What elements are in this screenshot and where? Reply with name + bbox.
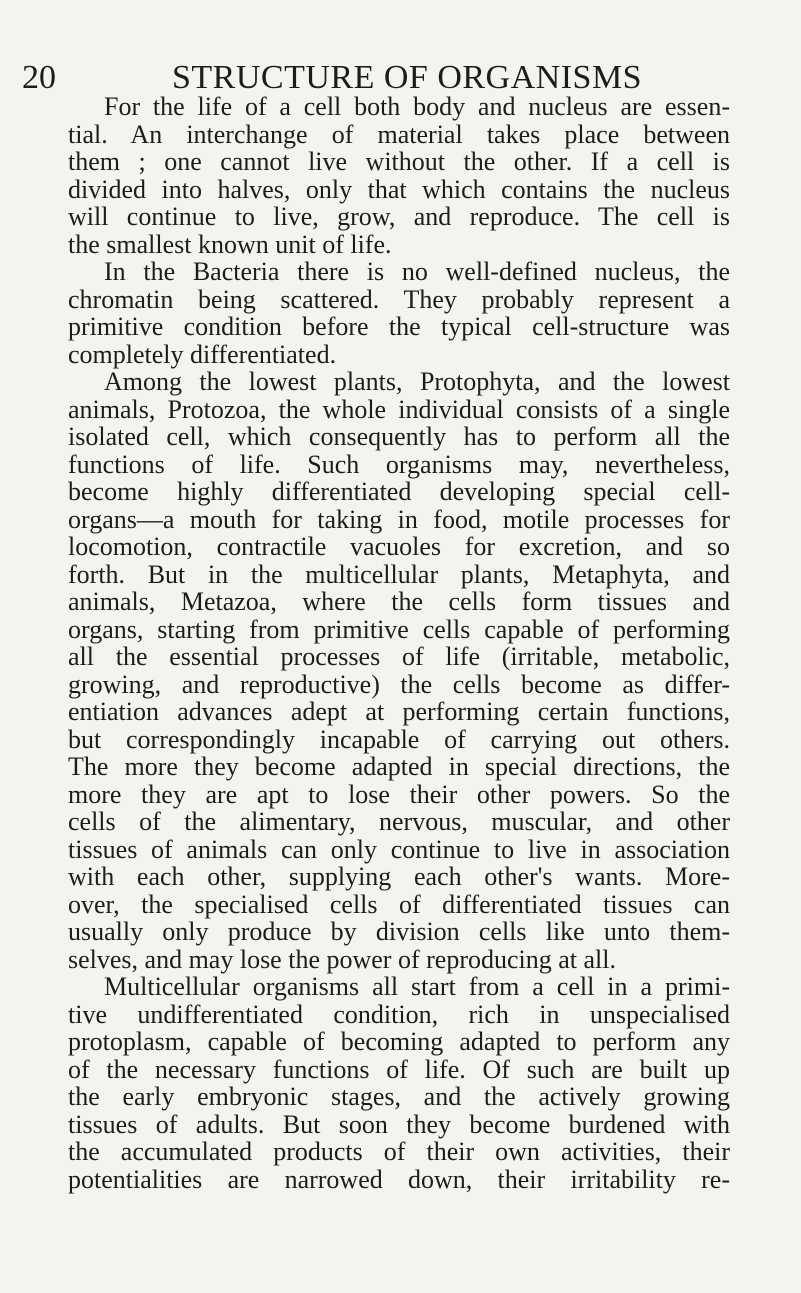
- text-line: potentialities are narrowed down, their irritability re-: [68, 1164, 730, 1194]
- text-line: tissues of adults. But soon they become burdened with: [68, 1109, 730, 1139]
- text-line: animals, Metazoa, where the cells form tissues and: [68, 587, 730, 616]
- text-line: selves, and may lose the power of reproducing at all.: [68, 944, 616, 974]
- text-line: tissues of animals can only continue to live in association: [68, 834, 730, 864]
- text-line: forth. But in the multicellular plants, Metaphyta, and: [68, 559, 730, 589]
- text-line: protoplasm, capable of becoming adapted to perform any: [68, 1027, 730, 1056]
- text-line: them ; one cannot live without the other. If a cell is: [68, 147, 730, 176]
- body-text: [68, 93, 730, 1193]
- text-line: functions of life. Such organisms may, nevertheless,: [68, 449, 730, 479]
- text-line: of the necessary functions of life. Of such are built up: [68, 1054, 730, 1084]
- text-line: all the essential processes of life (irritable, metabolic,: [68, 642, 730, 671]
- text-line: tive undifferentiated condition, rich in unspecialised: [68, 999, 730, 1029]
- text-line: over, the specialised cells of differentiated tissues can: [68, 889, 730, 919]
- text-line: completely differentiated.: [68, 339, 337, 369]
- text-line: become highly differentiated developing special cell-: [68, 477, 730, 506]
- text-line: isolated cell, which consequently has to perform all the: [68, 422, 730, 451]
- text-line: tial. An interchange of material takes place between: [68, 119, 730, 149]
- text-line: Among the lowest plants, Protophyta, and the lowest: [104, 367, 730, 396]
- text-line: Multicellular organisms all start from a cell in a primi-: [104, 972, 730, 1001]
- text-line: In the Bacteria there is no well-defined nucleus, the: [104, 257, 730, 286]
- text-line: will continue to live, grow, and reproduce. The cell is: [68, 202, 730, 231]
- text-line: the early embryonic stages, and the actively growing: [68, 1082, 730, 1111]
- text-line: organs—a mouth for taking in food, motile processes for: [68, 504, 730, 534]
- text-line: chromatin being scattered. They probably represent a: [68, 284, 730, 314]
- text-line: entiation advances adept at performing certain functions,: [68, 697, 730, 726]
- text-line: divided into halves, only that which contains the nucleus: [68, 174, 730, 204]
- text-line: the smallest known unit of life.: [68, 229, 392, 259]
- text-line: with each other, supplying each other's wants. More-: [68, 862, 730, 891]
- text-line: animals, Protozoa, the whole individual consists of a single: [68, 394, 730, 424]
- text-line: locomotion, contractile vacuoles for excretion, and so: [68, 532, 730, 561]
- text-line: the accumulated products of their own activities, their: [68, 1137, 730, 1166]
- text-line: organs, starting from primitive cells capable of performing: [68, 614, 730, 644]
- text-line: usually only produce by division cells like unto them-: [68, 917, 730, 946]
- text-line: cells of the alimentary, nervous, muscular, and other: [68, 807, 730, 836]
- text-line: The more they become adapted in special directions, the: [68, 752, 730, 781]
- text-line: but correspondingly incapable of carrying out others.: [68, 724, 730, 754]
- running-title: STRUCTURE OF ORGANISMS: [172, 59, 643, 96]
- text-line: growing, and reproductive) the cells become as differ-: [68, 669, 730, 699]
- page-number: 20: [22, 59, 56, 96]
- text-line: primitive condition before the typical cell-structure was: [68, 312, 730, 341]
- text-line: more they are apt to lose their other powers. So the: [68, 779, 730, 809]
- text-line: For the life of a cell both body and nucleus are essen-: [104, 92, 730, 121]
